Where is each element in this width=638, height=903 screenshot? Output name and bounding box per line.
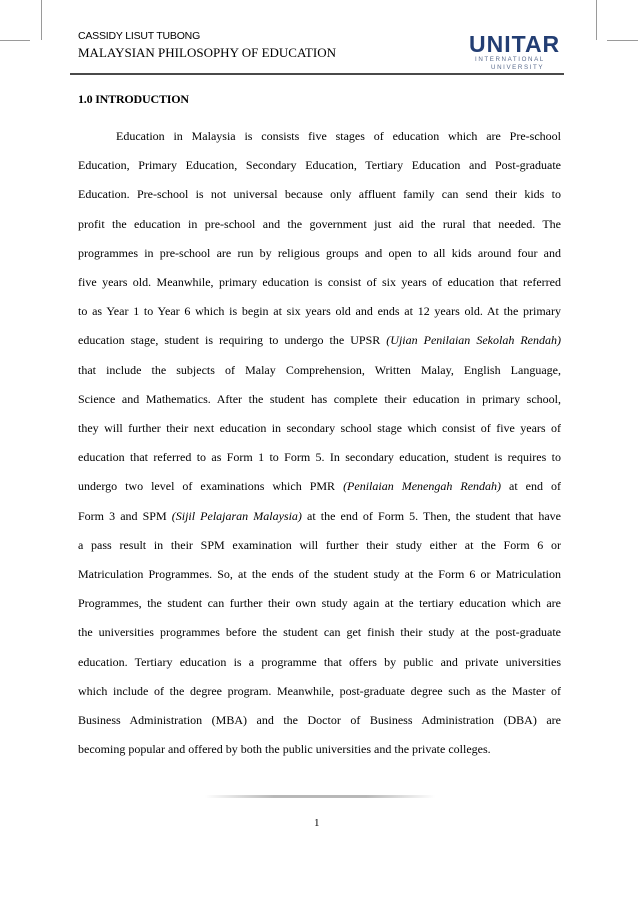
- text-segment: they will further their next education in secondary school stage which consist of five years of: [78, 421, 561, 435]
- text-line: [78, 303, 561, 319]
- text-line: [78, 128, 561, 144]
- text-segment: Form 3 and SPM: [78, 508, 172, 523]
- text-line: [78, 157, 561, 173]
- text-line: [78, 624, 561, 640]
- logo-subtitle: INTERNATIONAL: [475, 56, 545, 63]
- author-name: CASSIDY LISUT TUBONG: [78, 30, 201, 42]
- text-line: [78, 186, 561, 202]
- text-segment: that include the subjects of Malay Comprehension, Written Malay, English Language,: [78, 362, 561, 377]
- text-line: [78, 566, 561, 582]
- text-segment: Business Administration (MBA) and the Doctor of Business Administration (DBA) are: [78, 713, 561, 727]
- text-line: [78, 274, 561, 290]
- text-line: [78, 654, 561, 670]
- footer-divider: [205, 795, 435, 798]
- text-segment: at the end of Form 5. Then, the student that have: [301, 508, 561, 523]
- italic-term: (Ujian Penilaian Sekolah Rendah): [386, 333, 561, 348]
- text-segment: education that referred to as Form 1 to Form 5. In secondary education, student is requires to: [78, 450, 561, 465]
- text-segment: which include of the degree program. Meanwhile, post-graduate degree such as the Master of: [78, 683, 561, 698]
- text-line: [78, 741, 561, 757]
- text-segment: education stage, student is requiring to undergo the UPSR: [78, 333, 387, 348]
- text-segment: undergo two level of examinations which PMR: [78, 479, 344, 494]
- page-number: 1: [314, 817, 320, 829]
- text-line: [78, 508, 561, 524]
- logo-wordmark: UNITAR: [469, 31, 561, 57]
- text-segment: the universities programmes before the student can get finish their study at the post-graduate: [78, 625, 561, 640]
- text-line: [78, 391, 561, 407]
- crop-mark: [0, 40, 30, 41]
- header-divider: [70, 73, 564, 75]
- text-segment: five years old. Meanwhile, primary education is consist of six years of education that referred: [78, 275, 561, 289]
- text-segment: becoming popular and offered by both the public universities and the private colleges.: [78, 742, 491, 757]
- text-segment: education. Tertiary education is a programme that offers by public and private universities: [78, 654, 561, 669]
- text-segment: Programmes, the student can further their own study again at the tertiary education which are: [78, 596, 561, 611]
- logo-subtitle: UNIVERSITY: [491, 64, 545, 71]
- text-line: [78, 332, 561, 348]
- text-segment: at end of: [501, 479, 561, 494]
- section-heading: 1.0 INTRODUCTION: [78, 92, 189, 106]
- text-line: [78, 245, 561, 261]
- text-line: [78, 420, 561, 436]
- text-segment: profit the education in pre-school and the government just aid the rural that needed. The: [78, 216, 561, 231]
- crop-mark: [596, 0, 597, 40]
- italic-term: (Penilaian Menengah Rendah): [343, 479, 502, 494]
- text-segment: Education in Malaysia is consists five stages of education which are Pre-school: [116, 129, 561, 143]
- text-line: [78, 216, 561, 232]
- text-segment: Science and Mathematics. After the student has complete their education in primary school,: [78, 391, 561, 406]
- document-subject: MALAYSIAN PHILOSOPHY OF EDUCATION: [78, 45, 336, 60]
- text-segment: Education, Primary Education, Secondary Education, Tertiary Education and Post-graduate: [78, 158, 561, 173]
- text-line: [78, 712, 561, 728]
- italic-term: (Sijil Pelajaran Malaysia): [171, 508, 302, 523]
- text-segment: Education. Pre-school is not universal because only affluent family can send their kids to: [78, 187, 561, 202]
- text-segment: a pass result in their SPM examination will further their study either at the Form 6 or: [78, 537, 561, 552]
- text-line: [78, 449, 561, 465]
- crop-mark: [41, 0, 42, 40]
- text-line: [78, 595, 561, 611]
- text-segment: Matriculation Programmes. So, at the ends of the student study at the Form 6 or Matriculation: [78, 567, 561, 581]
- page-header: [78, 30, 564, 70]
- text-line: [78, 683, 561, 699]
- text-line: [78, 537, 561, 553]
- text-segment: to as Year 1 to Year 6 which is begin at six years old and ends at 12 years old. At the primary: [78, 304, 561, 319]
- text-line: [78, 362, 561, 378]
- text-line: [78, 478, 561, 494]
- university-logo: [469, 33, 564, 73]
- crop-mark: [607, 40, 638, 41]
- text-segment: programmes in pre-school are run by religious groups and open to all kids around four and: [78, 245, 561, 260]
